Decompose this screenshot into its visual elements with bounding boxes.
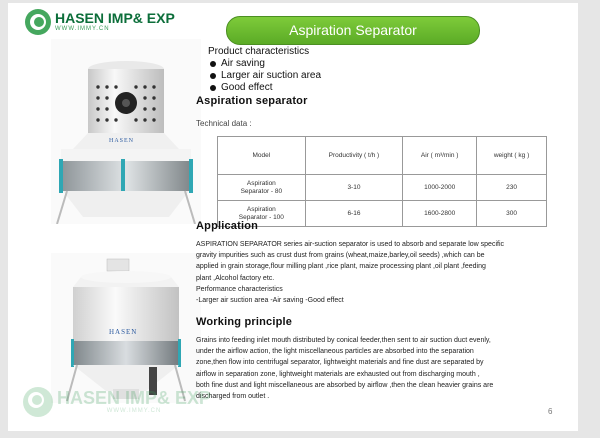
table-cell-model: Aspiration Separator - 100 bbox=[218, 201, 306, 227]
section-title-aspiration: Aspiration separator bbox=[196, 95, 308, 107]
table-cell-model: Aspiration Separator - 80 bbox=[218, 175, 306, 201]
technical-data-label: Technical data : bbox=[196, 119, 252, 128]
table-row bbox=[218, 201, 547, 227]
column-header: Productivity ( t/h ) bbox=[305, 137, 403, 175]
table-cell: 6-16 bbox=[305, 201, 403, 227]
table-row bbox=[218, 175, 547, 201]
page-title: Aspiration Separator bbox=[226, 16, 480, 45]
product-photo-top bbox=[51, 39, 201, 224]
photo-brand-label: HASEN bbox=[109, 328, 138, 336]
page-number: 6 bbox=[548, 407, 553, 416]
product-photo-bottom bbox=[51, 253, 201, 403]
characteristic-item: Good effect bbox=[210, 82, 321, 94]
table-cell: 230 bbox=[477, 175, 547, 201]
separator-top-illustration bbox=[51, 39, 201, 224]
table-cell: 3-10 bbox=[305, 175, 403, 201]
column-header: Model bbox=[218, 137, 306, 175]
logo-name: HASEN IMP& EXP bbox=[55, 10, 175, 26]
characteristic-item: Air saving bbox=[210, 58, 321, 70]
table-cell: 1600-2800 bbox=[403, 201, 477, 227]
company-logo bbox=[25, 9, 175, 35]
bullet-icon bbox=[210, 61, 216, 67]
watermark-emblem-icon bbox=[23, 387, 53, 417]
technical-data-table bbox=[217, 136, 547, 227]
table-header-row bbox=[218, 137, 547, 175]
table-cell: 300 bbox=[477, 201, 547, 227]
characteristic-item: Larger air suction area bbox=[210, 70, 321, 82]
product-characteristics bbox=[208, 46, 321, 94]
column-header: Air ( m³/min ) bbox=[403, 137, 477, 175]
bullet-icon bbox=[210, 73, 216, 79]
characteristics-heading: Product characteristics bbox=[208, 46, 310, 57]
logo-watermark: HASEN IMP& EXP WWW.IMMY.CN bbox=[23, 387, 211, 417]
bullet-icon bbox=[210, 85, 216, 91]
column-header: weight ( kg ) bbox=[477, 137, 547, 175]
document-page bbox=[8, 3, 578, 431]
section-title-working-principle: Working principle bbox=[196, 316, 293, 328]
logo-emblem-icon bbox=[25, 9, 51, 35]
application-text: ASPIRATION SEPARATOR series air-suction separator is used to absorb and separate low specific gravity impurities such as crust dust from grains (wheat,maize,barley,oil seeds) ,which can be applied in grain storage,flour milling plant ,rice plant, maize processing plant ,oil plant ,feeding plant ,Alcohol factory etc. Performance characteristics -Larger air suction area -Air saving -Good effect bbox=[196, 241, 504, 305]
section-title-application: Application bbox=[196, 220, 259, 232]
working-principle-text: Grains into feeding inlet mouth distributed by conical feeder,then sent to air suction duct evenly, under the airflow action, the light miscellaneous particles are absorbed into the separation zone,then flow into centrifugal separator, lightweight materials and fine dust are separated by airflow in separation zone, lightweight materials are exhausted out from discharging mouth , both fine dust and light miscellaneous are absorbed by airflow ,then the clean heavier grains are discharged from outlet . bbox=[196, 337, 494, 401]
photo-brand-label: HASEN bbox=[109, 138, 135, 144]
logo-url: WWW.IMMY.CN bbox=[55, 26, 110, 32]
table-cell: 1000-2000 bbox=[403, 175, 477, 201]
